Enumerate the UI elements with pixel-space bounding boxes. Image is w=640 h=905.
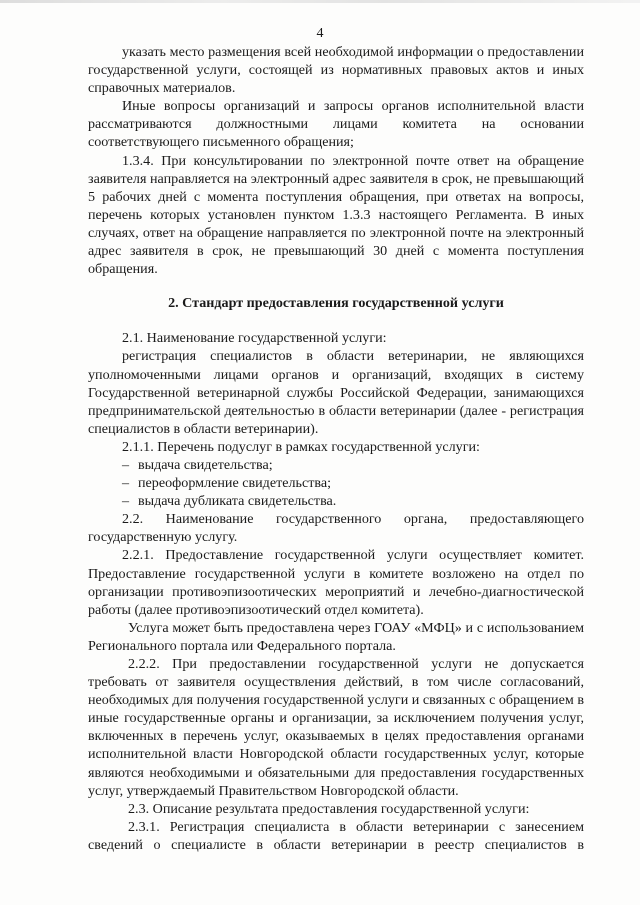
page-number: 4 [316,26,324,41]
paragraph-2-1-1: 2.1.1. Перечень подуслуг в рамках государственной услуги: [122,438,480,455]
paragraph-2-1: 2.1. Наименование государственной услуги: [122,330,387,347]
list-item-text: выдача свидетельства; [138,456,273,473]
paragraph-other-questions: Иные вопросы организаций и запросы органов исполнительной власти рассматриваются должностными лицами комитета на основании соответствующего письменного обращения; [88,98,584,151]
section-heading: 2. Стандарт предоставления государственной услуги [168,295,504,312]
paragraph-2-3-1: 2.3.1. Регистрация специалиста в области ветеринарии с занесением сведений о специалисте в области ветеринарии в реестр специалистов в [88,818,584,853]
paragraph-2-3: 2.3. Описание результата предоставления государственной услуги: [128,800,530,817]
document-body [88,43,584,854]
paragraph-1-3-4: 1.3.4. При консультировании по электронной почте ответ на обращение заявителя направляется на электронный адрес заявителя в срок, не превышающий 5 рабочих дней с момента поступления обращения, при ответах на вопросы, перечень которых установлен пунктом 1.3.3 настоящего Регламента. В иных случаях, ответ на обращение направляется по электронной почте на электронный адрес заявителя в срок, не превышающий 30 дней с момента поступления обращения. [88,152,584,278]
list-dash-marker: – [122,493,130,510]
list-item-text: переоформление свидетельства; [138,475,332,492]
list-dash-marker: – [122,456,130,473]
paragraph-mfc: Услуга может быть предоставлена через ГОАУ «МФЦ» и с использованием Регионального портала или Федерального портала. [88,619,584,654]
list-item [88,474,584,492]
list-item [88,492,584,510]
list-item-text: выдача дубликата свидетельства. [138,493,337,510]
paragraph-info-placement: указать место размещения всей необходимой информации о предоставлении государственной услуги, состоящей из нормативных правовых актов и иных справочных материалов. [88,44,584,97]
paragraph-2-2-1: 2.2.1. Предоставление государственной услуги осуществляет комитет. Предоставление государственной услуги в комитете возложено на отдел по организации противоэпизоотических мероприятий и лечебно-диагностической работы (далее противоэпизоотический отдел комитета). [88,547,584,618]
list-item [88,456,584,474]
scan-edge-artifact [0,0,640,3]
paragraph-2-2: 2.2. Наименование государственного органа, предоставляющего государственную услугу. [88,511,584,546]
paragraph-service-name: регистрация специалистов в области ветеринарии, не являющихся уполномоченными лицами органов и организаций, входящих в систему Государственной ветеринарной службы Российской Федерации, занимающихся предпринимательской деятельностью в области ветеринарии (далее - регистрация специалистов в области ветеринарии). [88,348,584,437]
paragraph-2-2-2: 2.2.2. При предоставлении государственной услуги не допускается требовать от заявителя осуществления действий, в том числе согласований, необходимых для получения государственной услуги и связанных с обращением в иные государственные органы и организации, за исключением получения услуг, включенных в перечень услуг, оказываемых в целях предоставления органами исполнительной власти Новгородской области государственных услуг, которые являются необходимыми и обязательными для предоставления государственных услуг, утверждаемый Правительством Новгородской области. [88,656,584,799]
list-dash-marker: – [122,475,130,492]
